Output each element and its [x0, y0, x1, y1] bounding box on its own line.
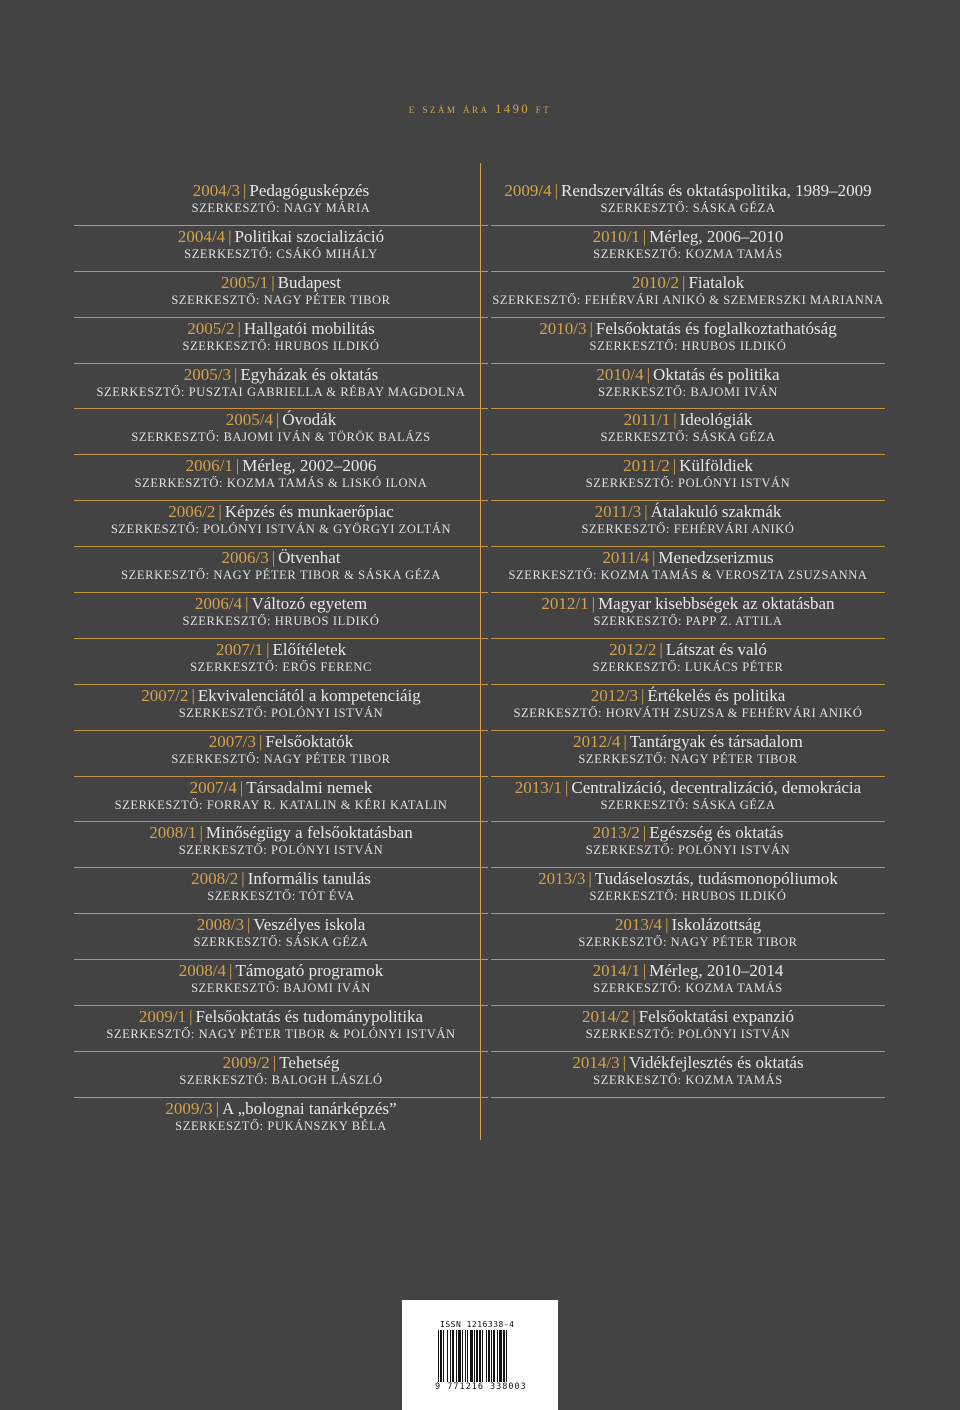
- separator-bar: |: [271, 272, 275, 292]
- issue-heading: [491, 685, 885, 706]
- issue-title: Átalakuló szakmák: [650, 502, 782, 522]
- separator-bar: |: [623, 731, 627, 751]
- issue-number: 2007/4: [189, 777, 237, 797]
- issue-entry: [74, 731, 488, 777]
- issue-entry: [491, 822, 885, 868]
- issue-entry: [74, 639, 488, 685]
- left-column: [74, 180, 488, 1144]
- issue-editor: SZERKESZTŐ: SÁSKA GÉZA: [600, 201, 776, 215]
- issue-entry: [491, 914, 885, 960]
- issue-number: 2012/1: [541, 594, 589, 614]
- issue-number: 2010/3: [539, 318, 587, 338]
- barcode-bar: [476, 1330, 478, 1382]
- issue-title: Társadalmi nemek: [246, 777, 373, 797]
- issue-heading: [74, 1052, 488, 1073]
- issue-entry: [491, 318, 885, 364]
- barcode-bar: [465, 1330, 466, 1382]
- issue-entry: [491, 272, 885, 318]
- issue-title: Ötvenhat: [278, 548, 341, 568]
- issue-heading: [491, 960, 885, 981]
- separator-bar: |: [652, 548, 656, 568]
- issue-number: 2012/2: [609, 639, 657, 659]
- barcode-box: [402, 1300, 558, 1410]
- issue-editor: SZERKESZTŐ: HRUBOS ILDIKÓ: [182, 338, 380, 353]
- issue-heading: [491, 1006, 885, 1027]
- barcode-bar: [456, 1330, 457, 1382]
- separator-bar: |: [659, 639, 663, 659]
- issue-heading: [74, 226, 488, 247]
- separator-bar: |: [229, 961, 233, 981]
- separator-bar: |: [272, 1052, 277, 1072]
- issue-editor: SZERKESZTŐ: BALOGH LÁSZLÓ: [179, 1072, 383, 1087]
- issue-entry: [491, 685, 885, 731]
- issue-editor: SZERKESZTŐ: ERŐS FERENC: [190, 659, 372, 674]
- barcode-bar: [462, 1330, 463, 1382]
- issue-entry: [491, 364, 885, 410]
- issue-title: Óvodák: [282, 410, 337, 430]
- separator-bar: |: [242, 181, 247, 200]
- issue-editor: SZERKESZTŐ: SÁSKA GÉZA: [193, 935, 369, 950]
- issue-entry: [491, 639, 885, 685]
- issue-number: 2009/2: [222, 1052, 270, 1072]
- separator-bar: |: [642, 823, 647, 843]
- issue-heading: [491, 409, 885, 430]
- barcode-bar: [503, 1330, 505, 1382]
- barcode-bar: [458, 1330, 461, 1382]
- issue-editor: SZERKESZTŐ: NAGY PÉTER TIBOR: [578, 935, 798, 950]
- issue-title: Mérleg, 2010–2014: [649, 961, 784, 981]
- barcode-bar: [486, 1330, 487, 1382]
- issue-editor: SZERKESZTŐ: NAGY PÉTER TIBOR: [171, 751, 391, 766]
- issue-editor: SZERKESZTŐ: HRUBOS ILDIKÓ: [182, 614, 380, 629]
- issue-title: Előítéletek: [272, 639, 347, 659]
- issue-editor: SZERKESZTŐ: KOZMA TAMÁS & VEROSZTA ZSUZSANNA: [508, 568, 868, 583]
- issue-editor: SZERKESZTŐ: LUKÁCS PÉTER: [592, 659, 784, 674]
- issue-editor: SZERKESZTŐ: CSÁKÓ MIHÁLY: [184, 246, 378, 261]
- issue-entry: [491, 547, 885, 593]
- separator-bar: |: [246, 915, 251, 935]
- issue-heading: [491, 777, 885, 798]
- barcode-bar: [467, 1330, 468, 1382]
- issue-entry: [74, 272, 488, 318]
- separator-bar: |: [215, 1098, 219, 1118]
- separator-bar: |: [622, 1052, 627, 1072]
- issue-heading: [74, 868, 488, 889]
- issue-heading: [74, 593, 488, 614]
- issn-label: ISSN 1216338-4: [440, 1320, 515, 1329]
- issue-editor: SZERKESZTŐ: POLÓNYI ISTVÁN: [178, 705, 384, 720]
- issue-number: 2012/4: [573, 731, 621, 751]
- issue-number: 2013/1: [514, 777, 563, 797]
- barcode-bar: [488, 1330, 490, 1382]
- issue-number: 2014/2: [582, 1007, 630, 1027]
- issue-editor: SZERKESZTŐ: FEHÉRVÁRI ANIKÓ & SZEMERSZKI MARIANNA: [492, 292, 884, 307]
- issue-number: 2014/3: [572, 1052, 620, 1072]
- issue-entry: [491, 593, 885, 639]
- issue-title: Veszélyes iskola: [253, 915, 366, 935]
- issue-entry: [491, 409, 885, 455]
- issue-entry: [491, 226, 885, 272]
- separator-bar: |: [588, 869, 592, 889]
- barcode-bar: [450, 1330, 451, 1382]
- barcode-digits: 9 771216 338003: [435, 1382, 527, 1392]
- barcode-image: [438, 1330, 524, 1382]
- issue-entry: [74, 593, 488, 639]
- issue-editor: SZERKESZTŐ: FORRAY R. KATALIN & KÉRI KATALIN: [114, 797, 448, 812]
- issue-title: Látszat és való: [665, 639, 767, 659]
- issue-editor: SZERKESZTŐ: NAGY PÉTER TIBOR: [578, 751, 798, 766]
- separator-bar: |: [673, 410, 677, 430]
- issue-entry: [491, 777, 885, 823]
- issue-number: 2006/4: [194, 594, 243, 614]
- issue-number: 2009/1: [138, 1007, 187, 1027]
- issue-editor: SZERKESZTŐ: NAGY PÉTER TIBOR & POLÓNYI ISTVÁN: [106, 1027, 456, 1042]
- issue-title: Tehetség: [279, 1052, 340, 1072]
- separator-bar: |: [276, 410, 280, 430]
- issue-editor: SZERKESZTŐ: PAPP Z. ATTILA: [593, 614, 783, 629]
- issue-title: Iskolázottság: [671, 915, 762, 935]
- issue-heading: [74, 685, 488, 706]
- issue-number: 2013/3: [538, 869, 586, 889]
- issue-heading: [74, 731, 488, 752]
- issue-number: 2007/1: [215, 639, 264, 659]
- issue-title: Tantárgyak és társadalom: [629, 731, 803, 751]
- barcode-bar: [497, 1330, 498, 1382]
- separator-bar: |: [241, 869, 245, 889]
- issue-editor: SZERKESZTŐ: POLÓNYI ISTVÁN & GYÖRGYI ZOLTÁN: [110, 522, 452, 537]
- separator-bar: |: [589, 318, 593, 338]
- price-label: e szám ára 1490 ft: [408, 102, 552, 116]
- issue-editor: SZERKESZTŐ: POLÓNYI ISTVÁN: [585, 843, 791, 858]
- barcode-bar: [470, 1330, 473, 1382]
- issue-title: Mérleg, 2006–2010: [649, 226, 784, 246]
- issue-entry: [74, 318, 488, 364]
- issue-heading: [74, 639, 488, 660]
- issue-heading: [491, 226, 885, 247]
- issue-number: 2010/4: [596, 364, 644, 384]
- issue-title: Támogató programok: [235, 961, 384, 981]
- issue-editor: SZERKESZTŐ: NAGY PÉTER TIBOR & SÁSKA GÉZA: [121, 568, 441, 583]
- issue-title: Vidékfejlesztés és oktatás: [629, 1052, 804, 1072]
- issue-title: Ideológiák: [679, 410, 753, 430]
- issue-title: Felsőoktatás és foglalkoztathatóság: [595, 318, 837, 338]
- issue-entry: [74, 180, 488, 226]
- barcode-bar: [474, 1330, 475, 1382]
- barcode-bar: [443, 1330, 444, 1382]
- issue-editor: SZERKESZTŐ: HORVÁTH ZSUZSA & FEHÉRVÁRI ANIKÓ: [513, 705, 863, 720]
- issue-number: 2014/1: [592, 961, 640, 981]
- issue-number: 2011/1: [623, 410, 671, 430]
- barcode-bar: [452, 1330, 454, 1382]
- issue-number: 2008/1: [149, 823, 197, 843]
- separator-bar: |: [682, 272, 686, 292]
- issue-title: Centralizáció, decentralizáció, demokrácia: [571, 777, 862, 797]
- barcode-bar: [506, 1330, 507, 1382]
- issue-title: Informális tanulás: [247, 869, 371, 889]
- issue-number: 2012/3: [590, 685, 638, 705]
- barcode-bar: [493, 1330, 495, 1382]
- issue-title: Menedzserizmus: [658, 548, 774, 568]
- separator-bar: |: [632, 1007, 636, 1027]
- issue-title: Fiatalok: [688, 272, 745, 292]
- issue-entry: [491, 731, 885, 777]
- separator-bar: |: [640, 685, 645, 705]
- separator-bar: |: [233, 364, 238, 384]
- barcode-bar: [447, 1330, 448, 1382]
- issue-heading: [74, 364, 488, 385]
- separator-bar: |: [258, 731, 263, 751]
- issue-heading: [74, 455, 488, 476]
- issue-entry: [491, 180, 885, 226]
- separator-bar: |: [189, 1007, 193, 1027]
- separator-bar: |: [646, 364, 651, 384]
- issue-number: 2005/4: [225, 410, 273, 430]
- issue-entry: [74, 1098, 488, 1144]
- issue-number: 2005/3: [183, 364, 231, 384]
- issue-title: Pedagógusképzés: [249, 181, 370, 200]
- issue-editor: SZERKESZTŐ: SÁSKA GÉZA: [600, 430, 776, 445]
- separator-bar: |: [591, 594, 596, 614]
- issue-editor: SZERKESZTŐ: SÁSKA GÉZA: [600, 797, 776, 812]
- issue-title: Hallgatói mobilitás: [243, 318, 375, 338]
- barcode-bar: [499, 1330, 502, 1382]
- issue-number: 2008/2: [191, 869, 239, 889]
- issue-title: Felsőoktatók: [265, 731, 354, 751]
- separator-bar: |: [271, 548, 276, 568]
- issue-editor: SZERKESZTŐ: BAJOMI IVÁN: [191, 981, 371, 996]
- issue-editor: SZERKESZTŐ: FEHÉRVÁRI ANIKÓ: [581, 522, 795, 537]
- issue-editor: SZERKESZTŐ: HRUBOS ILDIKÓ: [589, 338, 787, 353]
- separator-bar: |: [565, 777, 569, 797]
- issue-heading: [491, 639, 885, 660]
- issue-title: Egyházak és oktatás: [240, 364, 379, 384]
- issue-number: 2013/4: [614, 915, 663, 935]
- issue-entry: [74, 501, 488, 547]
- issue-title: A „bolognai tanárképzés”: [221, 1098, 397, 1118]
- issue-heading: [491, 593, 885, 614]
- issue-entry: [74, 868, 488, 914]
- issue-heading: [74, 1006, 488, 1027]
- issue-entry: [74, 226, 488, 272]
- issue-entry: [491, 960, 885, 1006]
- issue-heading: [74, 547, 488, 568]
- issue-editor: SZERKESZTŐ: NAGY PÉTER TIBOR: [171, 292, 391, 307]
- issue-number: 2006/1: [185, 456, 233, 476]
- issue-entry: [74, 685, 488, 731]
- issue-editor: SZERKESZTŐ: KOZMA TAMÁS: [593, 1072, 783, 1087]
- issue-entry: [74, 547, 488, 593]
- issue-entry: [491, 501, 885, 547]
- issue-heading: [74, 501, 488, 522]
- issue-editor: SZERKESZTŐ: BAJOMI IVÁN & TÖRÖK BALÁZS: [131, 430, 431, 445]
- issue-editor: SZERKESZTŐ: KOZMA TAMÁS: [593, 981, 783, 996]
- issue-heading: [74, 822, 488, 843]
- issue-number: 2007/3: [208, 731, 256, 751]
- issue-heading: [74, 1098, 488, 1119]
- issue-heading: [491, 547, 885, 568]
- barcode-bar: [479, 1330, 481, 1382]
- issue-number: 2004/4: [177, 226, 226, 246]
- issue-number: 2005/2: [187, 318, 235, 338]
- separator-bar: |: [228, 226, 232, 246]
- issue-heading: [74, 960, 488, 981]
- separator-bar: |: [665, 915, 669, 935]
- separator-bar: |: [644, 502, 648, 522]
- issue-title: Mérleg, 2002–2006: [242, 456, 377, 476]
- separator-bar: |: [672, 456, 677, 476]
- issue-editor: SZERKESZTŐ: PUKÁNSZKY BÉLA: [175, 1118, 387, 1133]
- issue-entry: [491, 868, 885, 914]
- issue-number: 2006/2: [168, 502, 216, 522]
- issue-editor: SZERKESZTŐ: KOZMA TAMÁS: [593, 246, 783, 261]
- separator-bar: |: [642, 961, 647, 981]
- issue-heading: [491, 731, 885, 752]
- barcode-bar: [482, 1330, 483, 1382]
- issue-heading: [491, 180, 885, 201]
- issue-heading: [491, 868, 885, 889]
- issue-number: 2008/3: [196, 915, 244, 935]
- issue-number: 2009/4: [504, 181, 552, 200]
- issue-title: Egészség és oktatás: [649, 823, 784, 843]
- issue-editor: SZERKESZTŐ: BAJOMI IVÁN: [598, 384, 778, 399]
- issue-number: 2005/1: [221, 272, 269, 292]
- issue-editor: SZERKESZTŐ: POLÓNYI ISTVÁN: [178, 843, 384, 858]
- issue-title: Változó egyetem: [251, 594, 368, 614]
- issue-entry: [491, 455, 885, 501]
- separator-bar: |: [237, 318, 241, 338]
- issue-number: 2011/4: [602, 548, 649, 568]
- issue-heading: [74, 272, 488, 293]
- issue-heading: [491, 1052, 885, 1073]
- issue-editor: SZERKESZTŐ: POLÓNYI ISTVÁN: [585, 1027, 791, 1042]
- issue-entry: [74, 1006, 488, 1052]
- separator-bar: |: [235, 456, 240, 476]
- issue-title: Felsőoktatási expanzió: [638, 1007, 794, 1027]
- issue-heading: [491, 364, 885, 385]
- issue-editor: SZERKESZTŐ: TÓT ÉVA: [207, 889, 355, 904]
- barcode-bar: [438, 1330, 439, 1382]
- issue-heading: [491, 272, 885, 293]
- issue-heading: [491, 501, 885, 522]
- issue-entry: [74, 1052, 488, 1098]
- issue-heading: [74, 180, 488, 201]
- issue-editor: SZERKESZTŐ: HRUBOS ILDIKÓ: [589, 889, 787, 904]
- right-column: [491, 180, 885, 1098]
- issue-number: 2011/2: [623, 456, 670, 476]
- issue-entry: [74, 822, 488, 868]
- issue-editor: SZERKESZTŐ: PUSZTAI GABRIELLA & RÉBAY MAGDOLNA: [96, 384, 466, 399]
- issue-title: Képzés és munkaerőpiac: [224, 502, 394, 522]
- issue-heading: [74, 318, 488, 339]
- separator-bar: |: [245, 594, 249, 614]
- issue-number: 2011/3: [594, 502, 642, 522]
- issue-title: Oktatás és politika: [653, 364, 780, 384]
- issue-heading: [491, 455, 885, 476]
- issue-editor: SZERKESZTŐ: NAGY MÁRIA: [191, 201, 371, 215]
- separator-bar: |: [554, 181, 558, 200]
- separator-bar: |: [199, 823, 203, 843]
- barcode-bar: [491, 1330, 492, 1382]
- issue-heading: [491, 318, 885, 339]
- issue-heading: [74, 914, 488, 935]
- issue-number: 2008/4: [178, 961, 227, 981]
- issue-heading: [491, 822, 885, 843]
- issue-title: Tudáselosztás, tudásmonopóliumok: [594, 869, 838, 889]
- issue-entry: [491, 1052, 885, 1098]
- issue-entry: [74, 777, 488, 823]
- issue-heading: [491, 914, 885, 935]
- separator-bar: |: [191, 685, 195, 705]
- issue-title: Minőségügy a felsőoktatásban: [205, 823, 413, 843]
- issue-title: Felsőoktatás és tudománypolitika: [195, 1007, 424, 1027]
- issue-number: 2004/3: [192, 181, 240, 200]
- issue-title: Értékelés és politika: [647, 685, 786, 705]
- issue-title: Külföldiek: [679, 456, 753, 476]
- issue-heading: [74, 777, 488, 798]
- issue-entry: [74, 455, 488, 501]
- separator-bar: |: [239, 777, 244, 797]
- issue-heading: [74, 409, 488, 430]
- separator-bar: |: [642, 226, 647, 246]
- issue-editor: SZERKESZTŐ: KOZMA TAMÁS & LISKÓ ILONA: [134, 476, 428, 491]
- issue-entry: [74, 914, 488, 960]
- issue-number: 2010/1: [592, 226, 640, 246]
- issue-entry: [74, 364, 488, 410]
- issue-number: 2013/2: [592, 823, 640, 843]
- issue-entry: [74, 409, 488, 455]
- issue-title: Budapest: [277, 272, 341, 292]
- issue-number: 2006/3: [221, 548, 269, 568]
- separator-bar: |: [218, 502, 222, 522]
- issue-number: 2010/2: [631, 272, 680, 292]
- issue-entry: [491, 1006, 885, 1052]
- separator-bar: |: [266, 639, 270, 659]
- issue-number: 2007/2: [141, 685, 189, 705]
- issue-editor: SZERKESZTŐ: POLÓNYI ISTVÁN: [585, 476, 791, 491]
- issue-title: Ekvivalenciától a kompetenciáig: [197, 685, 421, 705]
- issue-entry: [74, 960, 488, 1006]
- issue-title: Politikai szocializáció: [234, 226, 385, 246]
- issue-title: Rendszerváltás és oktatáspolitika, 1989–2009: [560, 181, 872, 200]
- issue-number: 2009/3: [165, 1098, 213, 1118]
- barcode-bar: [440, 1330, 442, 1382]
- issue-title: Magyar kisebbségek az oktatásban: [598, 594, 835, 614]
